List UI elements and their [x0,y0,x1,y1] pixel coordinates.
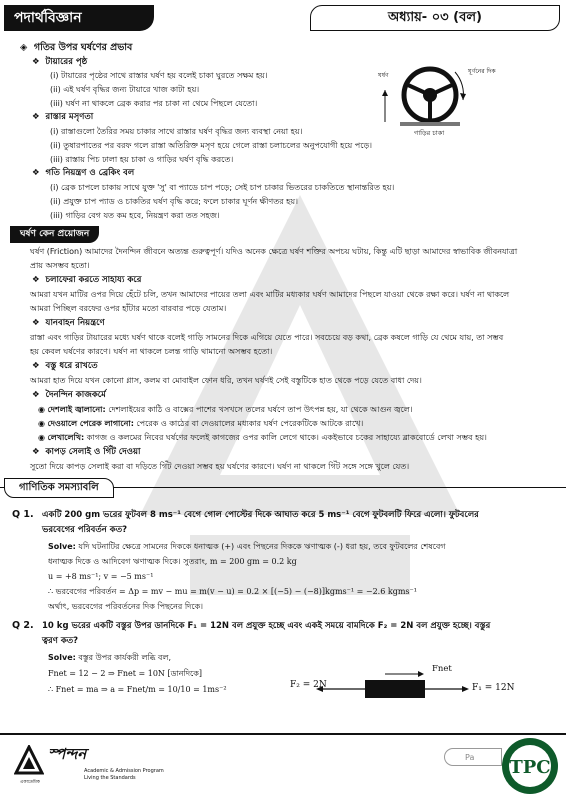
solution-line: Solve: বস্তুর উপর কার্যকরী লব্ধি বল, [48,653,171,662]
question-number: Q 1. [12,509,34,520]
tpc-badge-text: TPC [509,757,551,778]
list-item: (ii) তুষারপাতের পর বরফ গলে রাস্তা অতিরিক্ত মসৃণ হয়ে গেলে রাস্তা চলাচলের অনুপযোগী হয়ে পড়ে। [50,141,373,150]
solution-line: Fnet = 12 − 2 ⇒ Fnet = 10N [ডানদিকে] [48,669,202,678]
paragraph-line: হয় কেবল ঘর্ষণের কারণে। ঘর্ষণ না থাকলে চলন্ত গাড়ি থামানো অসম্ভব হতো। [30,347,273,356]
solution-line: ∴ ভরবেগের পরিবর্তন = Δp = mv − mu = m(v − u) = 0.2 × [(−5) − (−8)]kgms⁻¹ = −2.6 kgms⁻¹ [48,587,417,596]
paragraph-line: প্রায় অসম্ভব হতো। [30,261,90,270]
subheading: ❖ টায়ারের পৃষ্ঠ [32,57,88,67]
list-item: (i) টায়ারের পৃষ্ঠের সাথে রাস্তার ঘর্ষণ হয় বলেই চাকা ঘুরতে সক্ষম হয়। [50,71,268,80]
list-item: (iii) রাস্তায় পিচ ঢালা হয় চাকা ও গাড়ির ঘর্ষণ বৃদ্ধি করতে। [50,155,234,164]
subject-tab: পদার্থবিজ্ঞান [4,5,154,31]
subheading: ❖ চলাফেরা করতে সাহায্য করে [32,275,142,285]
logo-text: স্পন্দন [48,745,87,763]
subheading: ❖ দৈনন্দিন কাজকর্মে [32,390,106,400]
bullet-item: ◉ দেওয়ালে পেরেক লাগানো: পেরেক ও কাঠের বা দেওয়ালের মধ্যকার ঘর্ষণ পেরেকটিকে আটকে রাখে। [38,419,364,428]
publisher-logo [14,741,164,789]
solution-line: Solve: যদি ঘটনাটির ক্ষেত্রে সামনের দিককে ধনাত্মক (+) এবং পিছনের দিককে ঋণাত্মক (-) ধরা হয়, তবে ফুটবলের শেষবেগ [48,542,446,551]
logo-tagline: Academic & Admission Program [84,768,164,774]
solution-line: অর্থাৎ, ভরবেগের পরিবর্তনের দিক পিছনের দিকে। [48,602,204,611]
page-header [0,0,566,36]
question-text: ভরবেগের পরিবর্তন কত? [42,525,128,535]
section-title-bar: ঘর্ষণ কেন প্রয়োজন [10,226,99,243]
page-number-pill: Pa [444,748,502,766]
question-number: Q 2. [12,620,34,631]
footer-divider [0,733,566,735]
section-heading: ◈ গতির উপর ঘর্ষণের প্রভাব [20,42,133,53]
chapter-tab: অধ্যায়- ০৩ (বল) [310,5,560,31]
logo-tagline: Living the Standards [84,775,136,781]
logo-mark-icon [14,745,44,779]
tpc-badge-icon [500,736,560,796]
list-item: (i) রাস্তাগুলো তৈরির সময় চাকার সাথে রাস্তার ঘর্ষণ বৃদ্ধির জন্য ব্যবস্থা নেয়া হয়। [50,127,303,136]
paragraph-line: আমরা যখন মাটির ওপর দিয়ে হেঁটে চলি, তখন আমাদের পায়ের তলা এবং মাটির মধ্যকার ঘর্ষণ আমাদের পিছলে যাওয়া থেকে রক্ষা করে। ঘর্ষণ না থাকলে [30,290,510,299]
subheading: ❖ রাস্তার মসৃণতা [32,112,94,122]
subheading: ❖ যানবাহন নিয়ন্ত্রণে [32,318,105,328]
subheading: ❖ বস্তু ধরে রাখতে [32,361,98,371]
bullet-item: ◉ লেখালেখি: কাগজ ও কলমের নিবের ঘর্ষণের ফলেই কাগজের ওপর কালি লেগে থাকে। একইভাবে চকের সাহায্যে ব্লাকবোর্ডে লেখা সম্ভব হয়। [38,433,487,442]
list-item: (iii) ঘর্ষণ না থাকলে ব্রেক করার পর চাকা না থেমে পিছলে যেতো। [50,99,258,108]
section-title-box: গাণিতিক সমস্যাবলি [4,478,114,498]
figure-label: ঘূর্ণনের দিক [468,68,496,75]
logo-subtext: একাডেমিক [20,780,40,785]
subheading: ❖ গতি নিয়ন্ত্রণ ও ব্রেকিং বল [32,168,135,178]
solution-line: ∴ Fnet = ma ⇒ a = Fnet/m = 10/10 = 1ms⁻² [48,685,227,694]
figure-label: ঘর্ষণ [378,72,389,79]
paragraph-line: আমরা পিচ্ছিল বরফের ওপর হাঁটার মতো বারবার পড়ে যেতাম। [30,304,227,313]
question-text: একটি 200 gm ভরের ফুটবল 8 ms⁻¹ বেগে গোল পোস্টের দিকে আঘাত করে 5 ms⁻¹ বেগে ফুটবলটি ফিরে এলো। ফুটবলের [42,510,479,520]
list-item: (ii) প্রযুক্ত চাপ প্যাড ও চাকতির ঘর্ষণ বৃদ্ধি করে; ফলে চাকার ঘূর্ণন ক্ষীণতর হয়। [50,197,298,206]
paragraph-line: সুতো দিয়ে কাপড় সেলাই করা বা দড়িতে গিঁট দেওয়া সম্ভব হয় ঘর্ষণের কারণে। ঘর্ষণ না থাকলে গিঁট সঙ্গে সঙ্গে খুলে যেত। [30,462,410,471]
force-label-f1: F₁ = 12N [472,683,515,693]
paragraph-line: ঘর্ষণ (Friction) আমাদের দৈনন্দিন জীবনে অত্যন্ত গুরুত্বপূর্ণ। যদিও অনেক ক্ষেত্রে ঘর্ষণ শক্তির অপচয় ঘটায়, কিন্তু এটি ছাড়া আমাদের স্বাভাবিক জীবনযাত্রা [30,247,518,256]
paragraph-line: রাস্তা এবং গাড়ির টায়ারের মধ্যে ঘর্ষণ থাকে বলেই গাড়ি সামনের দিকে এগিয়ে যেতে পারে। সবচেয়ে বড় কথা, ব্রেক কষলে গাড়ি যে থেমে যায়, তা সম্ভব [30,333,504,342]
solution-line: u = +8 ms⁻¹; v = −5 ms⁻¹ [48,572,154,581]
question-text: ত্বরণ কত? [42,636,79,646]
solution-line: ধনাত্মক দিকে ও আদিবেগ ঋণাত্মক দিকে। সুতরাং, m = 200 gm = 0.2 kg [48,557,297,566]
question-text: 10 kg ভরের একটি বস্তুর উপর ডানদিকে F₁ = 12N বল প্রযুক্ত হচ্ছে এবং একই সময়ে বামদিকে F₂ = 2N বল প্রযুক্ত হচ্ছে। বস্তুর [42,621,491,631]
list-item: (i) ব্রেক চাপলে চাকায় সাথে যুক্ত 'সু' বা প্যাডে চাপ পড়ে; সেই চাপ চাকার ভিতরের চাকতিতে স্থানান্তরিত হয়। [50,183,395,192]
bullet-item: ◉ দেশলাই জ্বালানো: দেশলাইয়ের কাঠি ও বাক্সের পাশের খসখসে তলের ঘর্ষণে তাপ উৎপন্ন হয়, যা থেকে আগুন জ্বলে। [38,405,413,414]
list-item: (ii) এই ঘর্ষণ বৃদ্ধির জন্য টায়ারে খাজ কাটা হয়। [50,85,200,94]
force-label-f2: F₂ = 2N [290,680,327,690]
subheading: ❖ কাপড় সেলাই ও গিঁট দেওয়া [32,447,141,457]
list-item: (iii) গাড়ির বেগ যত কম হবে, নিয়ন্ত্রণ করা তত সহজ। [50,211,220,220]
figure-caption: গাড়ির চাকা [414,129,445,137]
paragraph-line: আমরা হাত দিয়ে যখন কোনো গ্লাস, কলম বা মোবাইল ফোন ধরি, তখন ঘর্ষণই সেই বস্তুটিকে হাত থেকে পড়ে যেতে বাধা দেয়। [30,376,422,385]
force-label-fnet: Fnet [432,664,452,674]
